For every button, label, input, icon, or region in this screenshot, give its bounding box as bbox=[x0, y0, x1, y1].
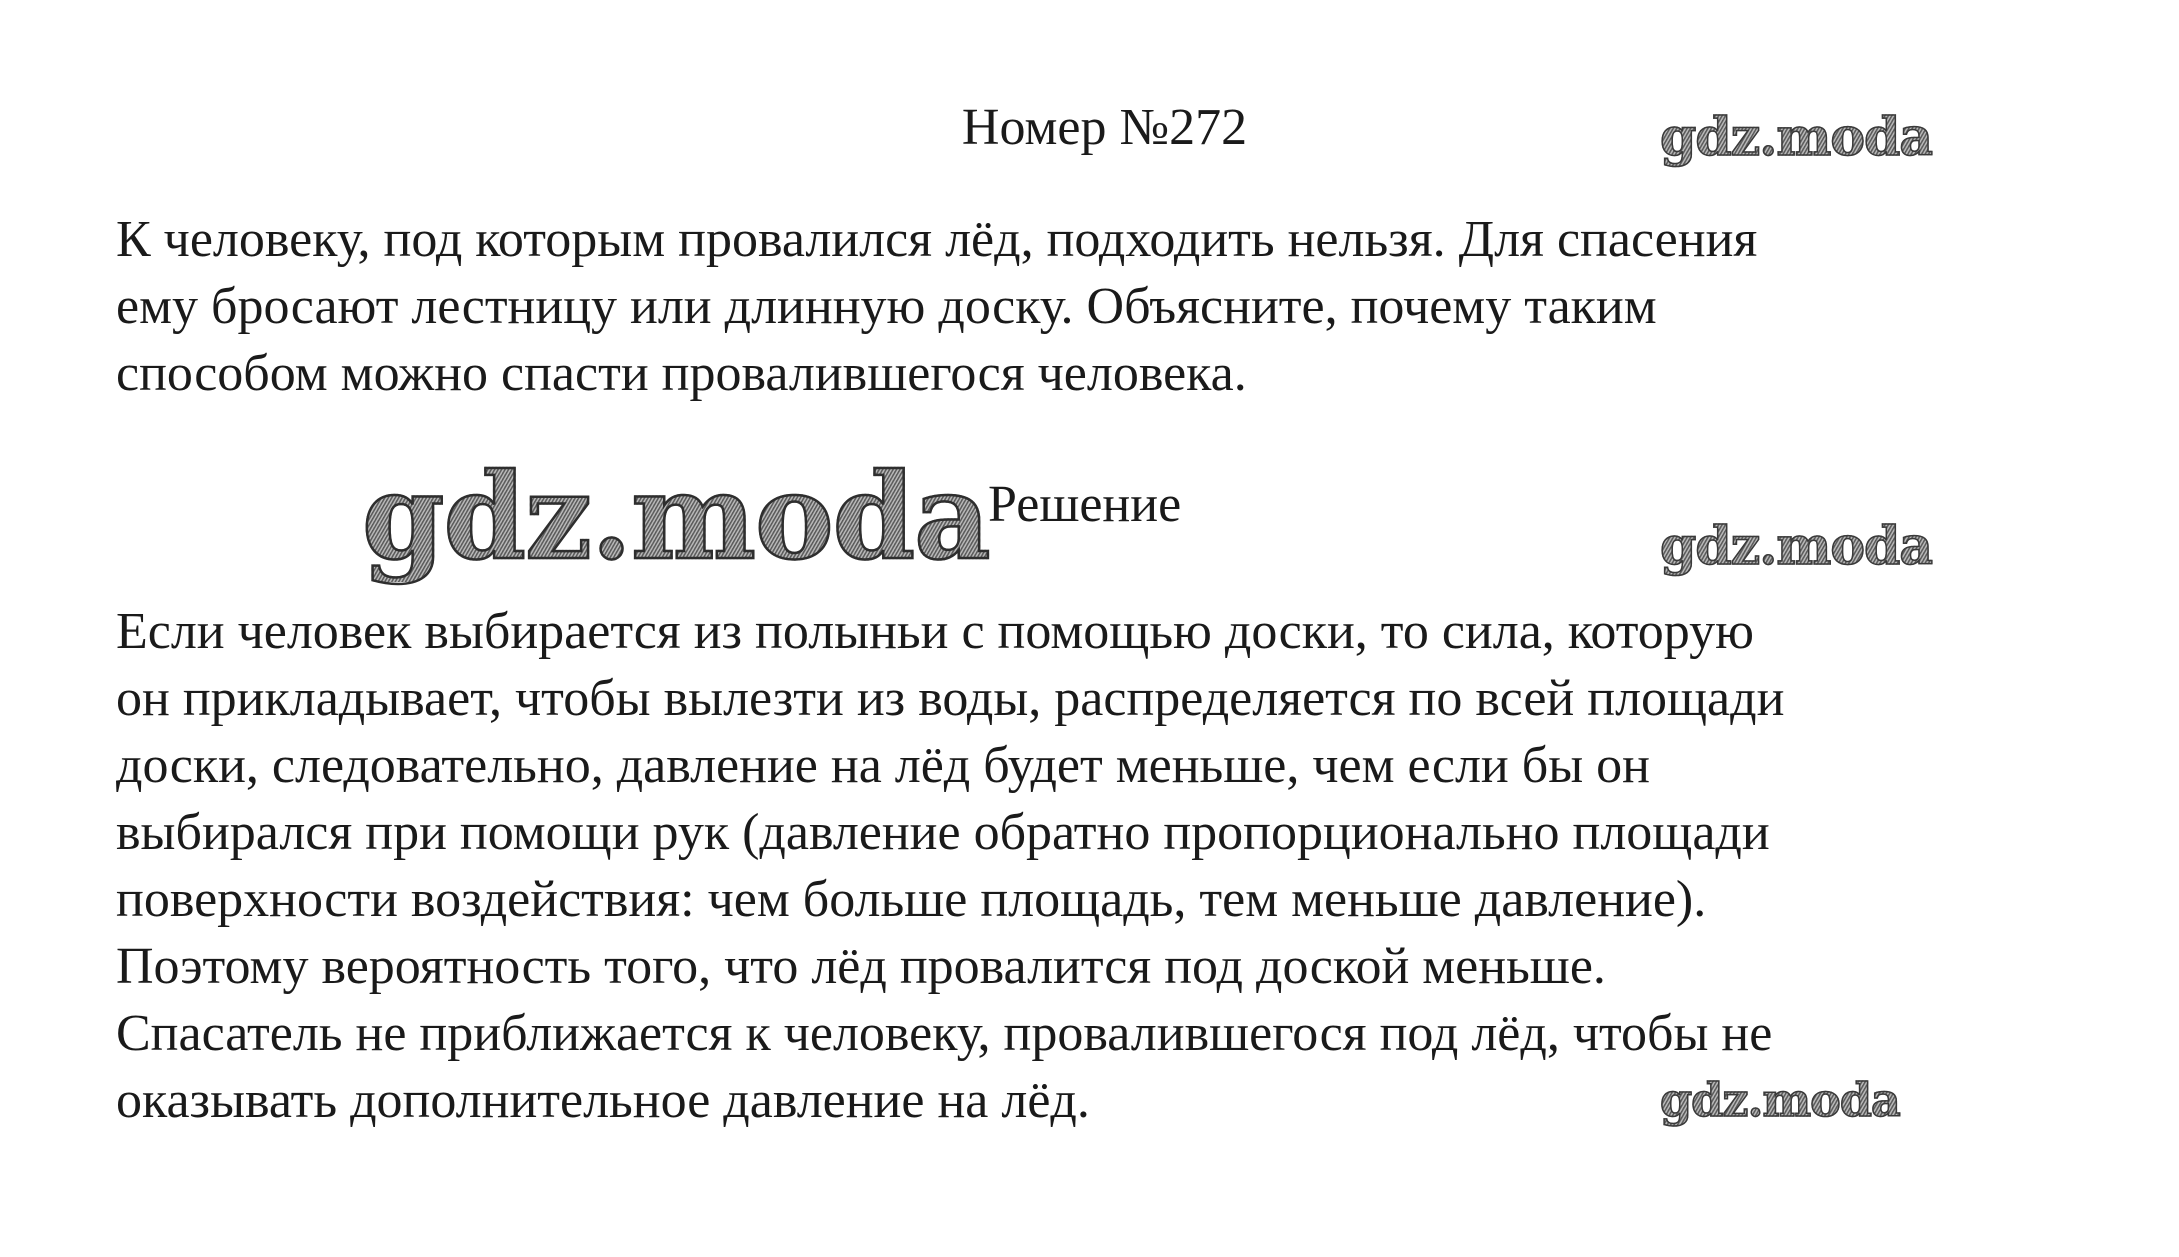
solution-line: Спасатель не приближается к человеку, провалившегося под лёд, чтобы не bbox=[116, 1005, 1773, 1062]
solution-line: выбирался при помощи рук (давление обратно пропорционально площади bbox=[116, 804, 1770, 861]
watermark-logo: gdz.moda bbox=[1660, 107, 1933, 168]
solution-heading: Решение bbox=[988, 476, 1182, 533]
solution-line: Если человек выбирается из полыньи с помощью доски, то сила, которую bbox=[116, 603, 1754, 660]
solution-text bbox=[116, 598, 2066, 1134]
solution-line: поверхности воздействия: чем больше площадь, тем меньше давление). bbox=[116, 871, 1707, 928]
task-line: ему бросают лестницу или длинную доску. Объясните, почему таким bbox=[116, 278, 1657, 335]
exercise-title: Номер №272 bbox=[961, 99, 1248, 156]
solution-line: доски, следовательно, давление на лёд будет меньше, чем если бы он bbox=[116, 737, 1650, 794]
task-line: К человеку, под которым провалился лёд, подходить нельзя. Для спасения bbox=[116, 211, 1758, 268]
task-line: способом можно спасти провалившегося человека. bbox=[116, 345, 1247, 402]
solution-line: он прикладывает, чтобы вылезти из воды, распределяется по всей площади bbox=[116, 670, 1785, 727]
watermark-logo-large: gdz.moda bbox=[362, 447, 990, 586]
solution-line: Поэтому вероятность того, что лёд провалится под доской меньше. bbox=[116, 938, 1606, 995]
watermark-logo: gdz.moda bbox=[1660, 1070, 1900, 1130]
solution-line: оказывать дополнительное давление на лёд. bbox=[116, 1072, 1090, 1129]
task-text bbox=[116, 206, 2066, 407]
watermark-logo: gdz.moda bbox=[1660, 516, 1933, 577]
